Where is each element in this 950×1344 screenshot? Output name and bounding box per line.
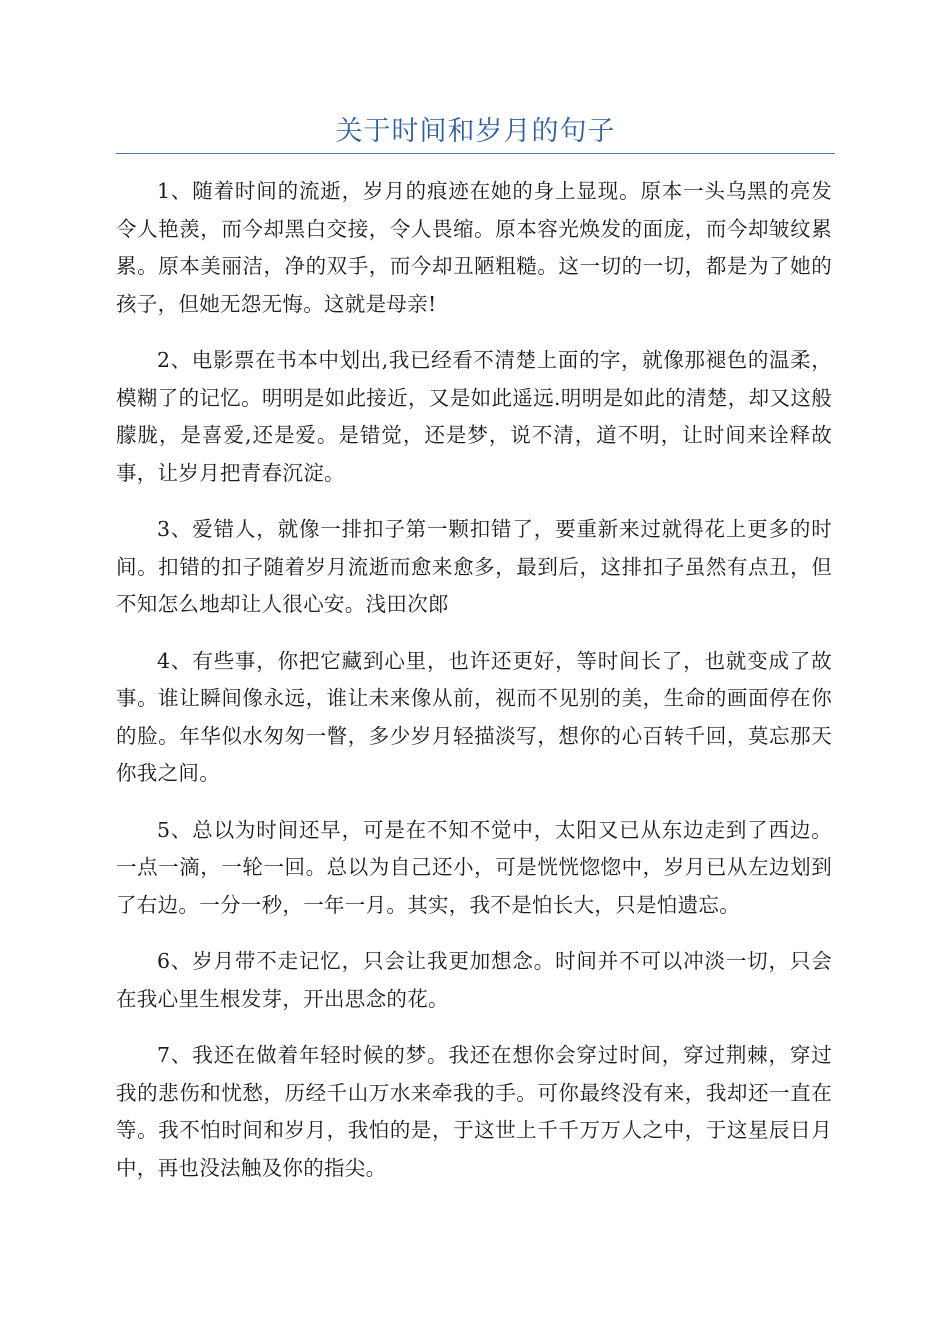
paragraph-1: 1、随着时间的流逝，岁月的痕迹在她的身上显现。原本一头乌黑的亮发令人艳羡，而今却黑白交接，令人畏缩。原本容光焕发的面庞，而今却皱纹累累。原本美丽洁，净的双手，而今却丑陋粗糙。这一切的一切，都是为了她的孩子，但她无怨无悔。这就是母亲! xyxy=(116,179,832,316)
paragraph-2: 2、电影票在书本中划出,我已经看不清楚上面的字，就像那褪色的温柔，模糊了的记忆。明明是如此接近，又是如此遥远.明明是如此的清楚，却又这般朦胧，是喜爱,还是爱。是错觉，还是梦，说不清，道不明，让时间来诠释故事，让岁月把青春沉淀。 xyxy=(116,348,832,485)
paragraph-7: 7、我还在做着年轻时候的梦。我还在想你会穿过时间，穿过荆棘，穿过我的悲伤和忧愁，历经千山万水来牵我的手。可你最终没有来，我却还一直在等。我不怕时间和岁月，我怕的是，于这世上千千万万人之中，于这星辰日月中，再也没法触及你的指尖。 xyxy=(116,1043,832,1180)
paragraph-4: 4、有些事，你把它藏到心里，也许还更好，等时间长了，也就变成了故事。谁让瞬间像永远，谁让未来像从前，视而不见别的美，生命的画面停在你的脸。年华似水匆匆一瞥，多少岁月轻描淡写，想你的心百转千回，莫忘那天你我之间。 xyxy=(116,648,832,785)
paragraph-3: 3、爱错人，就像一排扣子第一颗扣错了，要重新来过就得花上更多的时间。扣错的扣子随着岁月流逝而愈来愈多，最到后，这排扣子虽然有点丑，但不知怎么地却让人很心安。浅田次郎 xyxy=(116,517,832,616)
paragraph-5: 5、总以为时间还早，可是在不知不觉中，太阳又已从东边走到了西边。一点一滴，一轮一回。总以为自己还小，可是恍恍惚惚中，岁月已从左边划到了右边。一分一秒，一年一月。其实，我不是怕长大，只是怕遗忘。 xyxy=(116,817,832,917)
paragraph-6: 6、岁月带不走记忆，只会让我更加想念。时间并不可以冲淡一切，只会在我心里生根发芽，开出思念的花。 xyxy=(116,949,832,1011)
document-title: 关于时间和岁月的句子 xyxy=(335,116,616,147)
document-body xyxy=(116,173,832,1206)
title-underline xyxy=(116,153,835,154)
